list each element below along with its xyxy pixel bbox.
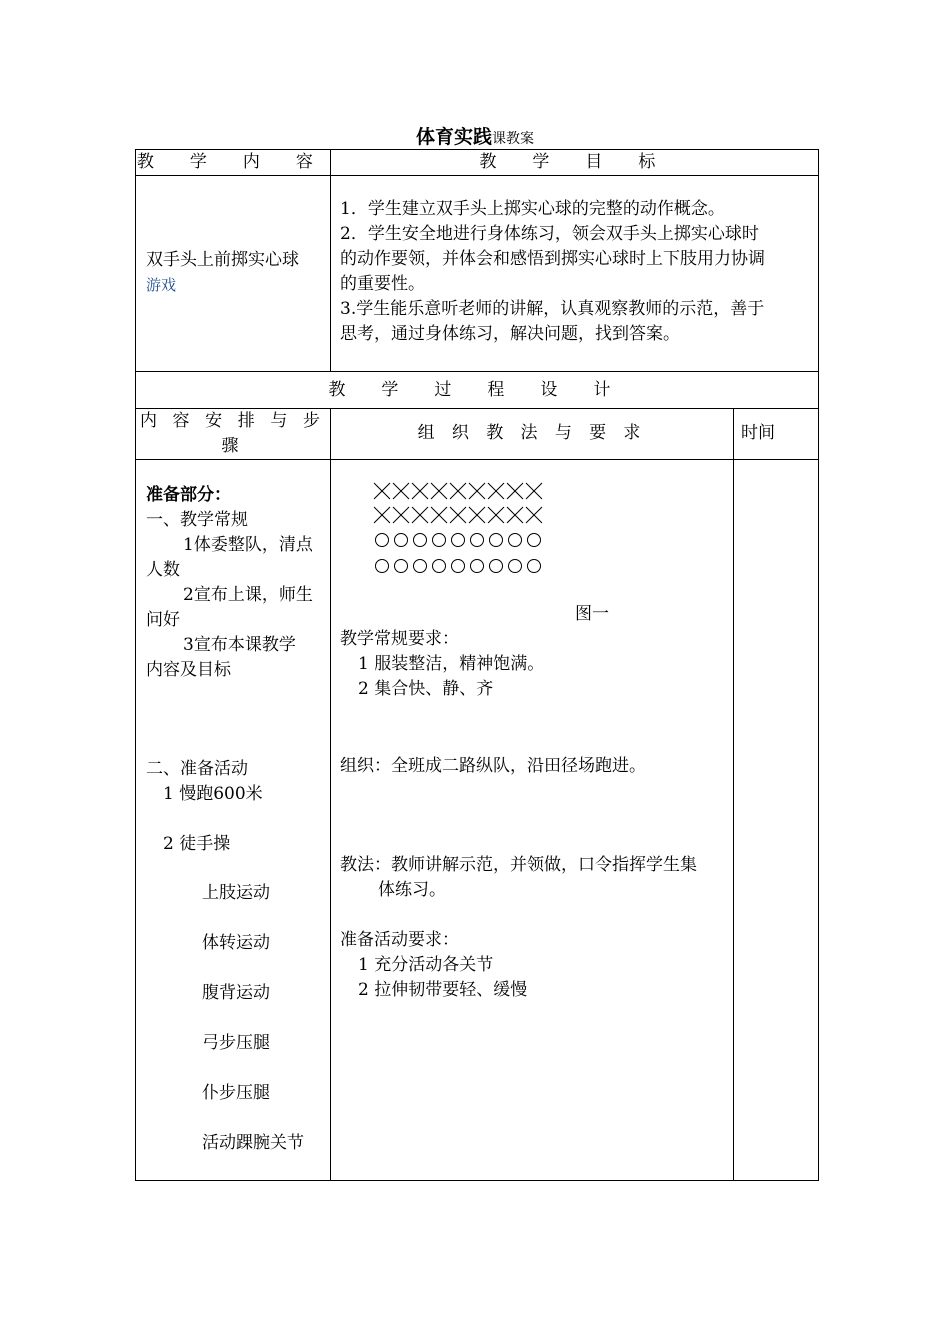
student-x-mark [431,483,447,499]
exercise-item: 弓步压腿 [202,1033,270,1053]
student-x-mark [469,507,485,523]
routine-item: 问好 [146,610,180,630]
routine-item: 内容及目标 [146,660,231,680]
prep-req-item: 2 拉伸韧带要轻、缓慢 [358,980,528,1000]
student-o-mark [471,534,484,547]
activity-item: 1 慢跑600米 [163,784,263,804]
goal-line: 的重要性。 [340,274,425,294]
col-divider [733,408,734,1181]
exercise-item: 腹背运动 [202,983,270,1003]
student-x-mark [431,507,447,523]
exercise-item: 体转运动 [202,933,270,953]
goal-line: 2．学生安全地进行身体练习，领会双手头上掷实心球时 [340,224,759,244]
student-o-mark [395,534,408,547]
student-x-rows [374,483,542,523]
student-o-rows [376,534,541,573]
prep-title: 准备部分： [146,485,231,505]
goal-line: 的动作要领，并体会和感悟到掷实心球时上下肢用力协调 [340,249,765,269]
student-x-mark [412,507,428,523]
student-x-mark [374,483,390,499]
row-divider [135,459,819,460]
activity-item: 2 徒手操 [163,834,231,854]
student-o-mark [376,534,389,547]
student-x-mark [412,483,428,499]
col-header-method: 组 织 教 法 与 要 求 [417,423,647,443]
method-text: 教法：教师讲解示范，并领做，口令指挥学生集 [340,855,697,875]
header-goal: 教 学 目 标 [479,152,671,172]
col-header-steps-line1: 内 容 安 排 与 步 [139,411,326,431]
student-o-mark [414,534,427,547]
student-o-mark [509,534,522,547]
student-o-mark [376,560,389,573]
goal-line: 3.学生能乐意听老师的讲解，认真观察教师的示范，善于 [340,299,765,319]
process-title: 教 学 过 程 设 计 [328,380,626,400]
student-x-mark [374,507,390,523]
title-main: 体育实践 [415,126,492,148]
formation-diagram [372,480,552,630]
routine-item: 3宣布本课教学 [183,635,296,655]
goal-line: 思考，通过身体练习，解决问题，找到答案。 [340,324,680,344]
student-o-mark [528,534,541,547]
student-o-mark [490,534,503,547]
routine-heading: 一、教学常规 [146,510,248,530]
prep-req-title: 准备活动要求： [340,930,459,950]
org-text: 组织：全班成二路纵队，沿田径场跑进。 [340,756,646,776]
diagram-caption: 图一 [575,604,609,624]
col-divider [330,408,331,1181]
prep-req-item: 1 充分活动各关节 [358,955,494,975]
student-o-mark [452,534,465,547]
req-item: 2 集合快、静、齐 [358,679,494,699]
student-o-mark [414,560,427,573]
student-o-mark [509,560,522,573]
exercise-item: 仆步压腿 [202,1083,270,1103]
exercise-item: 上肢运动 [202,883,270,903]
col-header-steps-line2: 骤 [221,436,244,456]
exercise-item: 活动踝腕关节 [202,1133,304,1153]
student-o-mark [452,560,465,573]
content-main: 双手头上前掷实心球 [146,250,299,270]
student-o-mark [471,560,484,573]
student-o-mark [395,560,408,573]
student-o-mark [433,534,446,547]
routine-item: 2宣布上课，师生 [183,585,313,605]
method-text-cont: 体练习。 [378,880,446,900]
student-x-mark [526,507,542,523]
student-x-mark [526,483,542,499]
student-x-mark [469,483,485,499]
content-sub: 游戏 [146,276,177,294]
col-divider [330,149,331,371]
header-content: 教 学 内 容 [136,152,329,172]
student-x-mark [393,507,409,523]
student-o-mark [433,560,446,573]
student-x-mark [488,507,504,523]
student-o-mark [528,560,541,573]
page-title [0,124,950,152]
activity-heading: 二、准备活动 [146,759,248,779]
student-x-mark [450,507,466,523]
req-item: 1 服装整洁，精神饱满。 [358,654,545,674]
col-header-steps [135,409,330,459]
routine-item: 人数 [146,560,180,580]
col-header-time: 时间 [741,423,775,443]
row-divider [135,175,819,176]
routine-item: 1体委整队，清点 [183,535,313,555]
formation-svg [372,480,552,630]
student-o-mark [490,560,503,573]
student-x-mark [393,483,409,499]
req-title: 教学常规要求： [340,629,459,649]
row-divider [135,371,819,372]
student-x-mark [507,507,523,523]
goal-line: 1．学生建立双手头上掷实心球的完整的动作概念。 [340,199,725,219]
title-suffix: 课教案 [492,131,534,147]
student-x-mark [450,483,466,499]
student-x-mark [488,483,504,499]
student-x-mark [507,483,523,499]
